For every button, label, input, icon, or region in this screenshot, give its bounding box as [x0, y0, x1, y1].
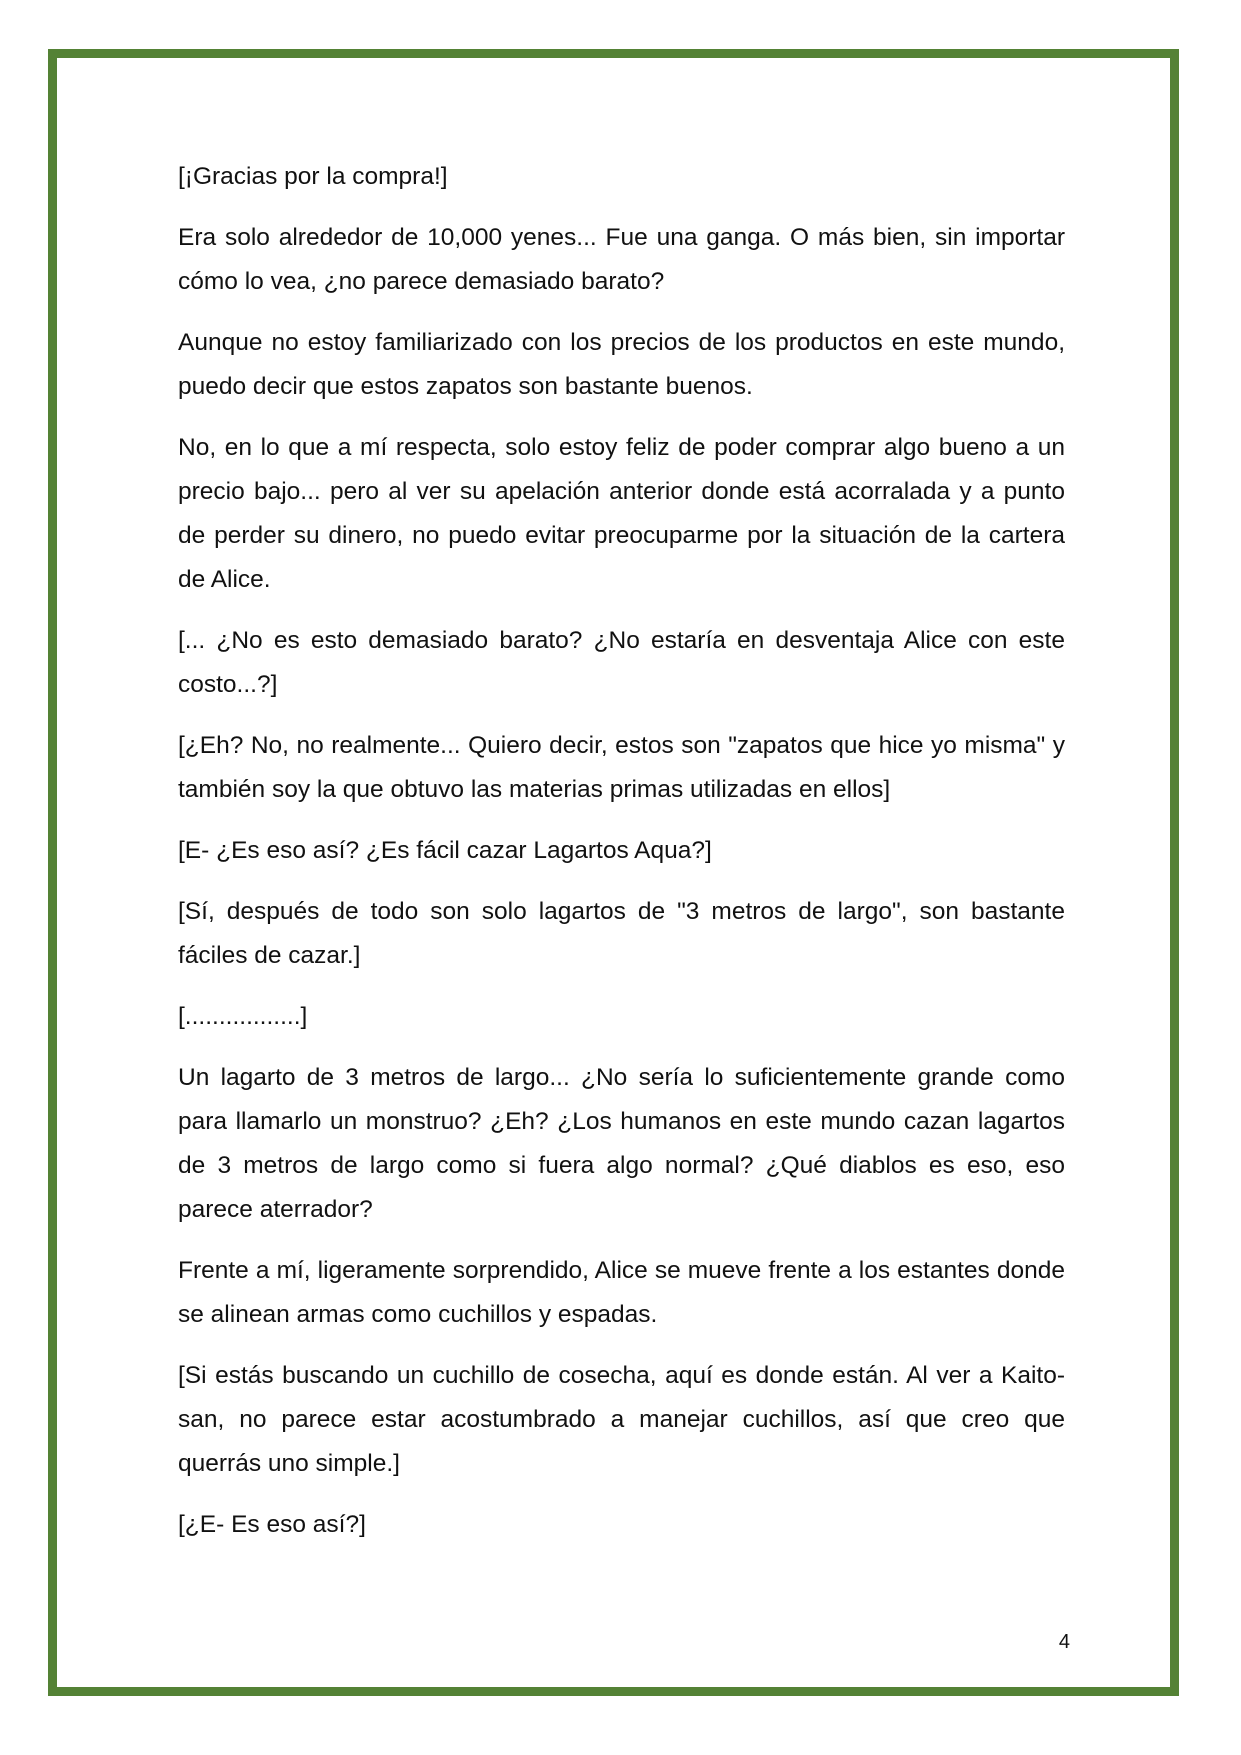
paragraph: [¿Eh? No, no realmente... Quiero decir, estos son "zapatos que hice yo misma" y también soy la que obtuvo las materias primas utilizadas en ellos] — [178, 732, 1065, 803]
paragraph: [E- ¿Es eso así? ¿Es fácil cazar Lagartos Aqua?] — [178, 837, 712, 864]
paragraph: [¡Gracias por la compra!] — [178, 163, 448, 190]
paragraph: Era solo alrededor de 10,000 yenes... Fue una ganga. O más bien, sin importar cómo lo vea, ¿no parece demasiado barato? — [178, 224, 1065, 295]
paragraph: [.................] — [178, 1003, 308, 1030]
paragraph: [... ¿No es esto demasiado barato? ¿No estaría en desventaja Alice con este costo...?] — [178, 627, 1065, 698]
paragraph: [Sí, después de todo son solo lagartos de "3 metros de largo", son bastante fáciles de cazar.] — [178, 898, 1065, 969]
page-number: 4 — [1058, 1631, 1070, 1653]
paragraph: Frente a mí, ligeramente sorprendido, Alice se mueve frente a los estantes donde se alinean armas como cuchillos y espadas. — [178, 1257, 1065, 1328]
paragraph: No, en lo que a mí respecta, solo estoy feliz de poder comprar algo bueno a un precio bajo... pero al ver su apelación anterior donde está acorralada y a punto de perder su dinero, no puedo evitar preocuparme por la situación de la cartera de Alice. — [178, 434, 1065, 593]
paragraph: [Si estás buscando un cuchillo de cosecha, aquí es donde están. Al ver a Kaito-san, no parece estar acostumbrado a manejar cuchillos, así que creo que querrás uno simple.] — [178, 1362, 1065, 1477]
paragraph: Aunque no estoy familiarizado con los precios de los productos en este mundo, puedo decir que estos zapatos son bastante buenos. — [178, 329, 1065, 400]
paragraph: [¿E- Es eso así?] — [178, 1511, 366, 1538]
paragraph: Un lagarto de 3 metros de largo... ¿No sería lo suficientemente grande como para llamarlo un monstruo? ¿Eh? ¿Los humanos en este mundo cazan lagartos de 3 metros de largo como si fuera algo normal? ¿Qué diablos es eso, eso parece aterrador? — [178, 1064, 1065, 1223]
document-body — [178, 155, 1065, 1564]
